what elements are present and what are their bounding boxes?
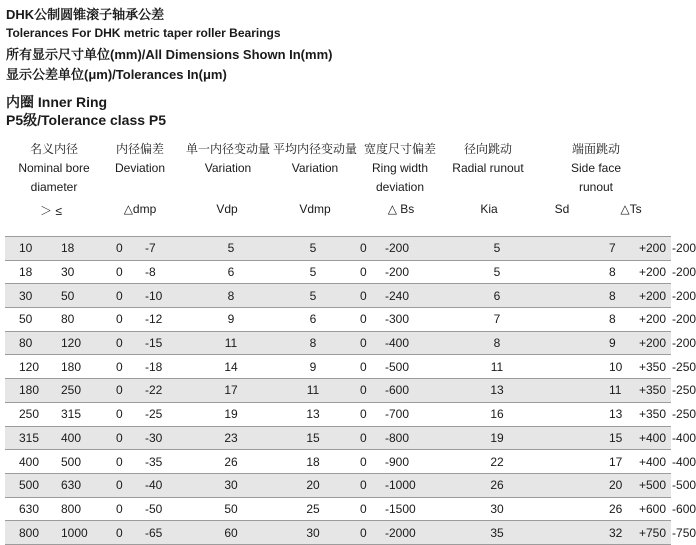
cell-bore-min: 30 (5, 284, 57, 308)
cell-sd: 7 (551, 237, 639, 261)
cell-vdmp: 18 (275, 450, 351, 474)
cell-vdp: 11 (187, 331, 275, 355)
cell-vdmp: 8 (275, 331, 351, 355)
cell-bs-lower: -400 (381, 331, 443, 355)
cell-dmp-upper: 0 (109, 521, 139, 545)
cell-bs-upper: 0 (351, 355, 381, 379)
cell-bore-max: 630 (57, 473, 109, 497)
col-head-bore: 名义内径 Nominal bore diameter (18, 142, 90, 194)
cell-vdp: 60 (187, 521, 275, 545)
cell-bore-max: 50 (57, 284, 109, 308)
cell-vdp: 14 (187, 355, 275, 379)
title-en: Tolerances For DHK metric taper roller Bearings (6, 26, 281, 40)
table-row (5, 521, 671, 545)
cell-ts-lower: -500 (672, 478, 696, 493)
cell-vdp: 6 (187, 260, 275, 284)
table-row (5, 497, 671, 521)
cell-bs-upper: 0 (351, 308, 381, 332)
cell-bs-upper: 0 (351, 450, 381, 474)
cell-vdmp: 20 (275, 473, 351, 497)
cell-ts-upper: +350 (639, 359, 667, 374)
cell-bore-max: 30 (57, 260, 109, 284)
cell-vdmp: 15 (275, 426, 351, 450)
cell-vdp: 26 (187, 450, 275, 474)
cell-bore-min: 180 (5, 379, 57, 403)
cell-dmp-lower: -10 (139, 284, 187, 308)
col-head-kia: 径向跳动 Radial runout (452, 142, 524, 175)
cell-bore-max: 800 (57, 497, 109, 521)
sym-bore: ＞ ≤ (40, 204, 62, 218)
cell-bore-min: 50 (5, 308, 57, 332)
cell-sd: 8 (551, 284, 639, 308)
cell-ts-upper: +200 (639, 265, 667, 280)
cell-ts-lower: -250 (672, 359, 696, 374)
cell-bs-upper: 0 (351, 402, 381, 426)
cell-bs-upper: 0 (351, 426, 381, 450)
cell-sd: 15 (551, 426, 639, 450)
cell-ts-lower: -200 (672, 336, 696, 351)
cell-bore-min: 120 (5, 355, 57, 379)
cell-kia: 6 (443, 284, 551, 308)
title-cn: DHK公制圆锥滚子轴承公差 (6, 7, 165, 22)
cell-bs-lower: -1500 (381, 497, 443, 521)
cell-bs-upper: 0 (351, 284, 381, 308)
cell-ts-upper: +200 (639, 336, 667, 351)
cell-ts-upper (639, 260, 696, 284)
cell-dmp-lower: -25 (139, 402, 187, 426)
cell-dmp-lower: -12 (139, 308, 187, 332)
cell-bs-lower: -600 (381, 379, 443, 403)
table-row (5, 260, 671, 284)
cell-bore-min: 80 (5, 331, 57, 355)
cell-vdmp: 11 (275, 379, 351, 403)
cell-sd: 13 (551, 402, 639, 426)
cell-vdp: 50 (187, 497, 275, 521)
cell-ts-lower: -600 (672, 501, 696, 516)
cell-ts-lower: -200 (672, 312, 696, 327)
col-head-vdp: 单一内径变动量 Variation (185, 142, 270, 175)
cell-dmp-lower: -50 (139, 497, 187, 521)
cell-ts-upper (639, 355, 696, 379)
cell-sd: 10 (551, 355, 639, 379)
sym-vdp: Vdp (216, 202, 238, 216)
cell-ts-lower: -250 (672, 407, 696, 422)
cell-sd: 11 (551, 379, 639, 403)
cell-vdp: 17 (187, 379, 275, 403)
cell-dmp-lower: -7 (139, 237, 187, 261)
cell-dmp-lower: -8 (139, 260, 187, 284)
cell-kia: 7 (443, 308, 551, 332)
cell-vdp: 9 (187, 308, 275, 332)
cell-bore-min: 800 (5, 521, 57, 545)
cell-bs-upper: 0 (351, 379, 381, 403)
cell-ts-upper: +400 (639, 454, 667, 469)
cell-bore-min: 315 (5, 426, 57, 450)
table-row (5, 237, 671, 261)
cell-ts-upper (639, 331, 696, 355)
cell-kia: 5 (443, 237, 551, 261)
cell-vdmp: 5 (275, 237, 351, 261)
cell-bs-lower: -200 (381, 237, 443, 261)
table-row (5, 402, 671, 426)
cell-ts-lower: -200 (672, 288, 696, 303)
cell-dmp-upper: 0 (109, 331, 139, 355)
cell-bs-lower: -300 (381, 308, 443, 332)
cell-ts-upper (639, 402, 696, 426)
cell-ts-upper: +400 (639, 430, 667, 445)
cell-bs-lower: -2000 (381, 521, 443, 545)
cell-bore-max: 315 (57, 402, 109, 426)
cell-kia: 16 (443, 402, 551, 426)
cell-vdmp: 9 (275, 355, 351, 379)
cell-dmp-lower: -18 (139, 355, 187, 379)
cell-dmp-lower: -15 (139, 331, 187, 355)
cell-dmp-upper: 0 (109, 260, 139, 284)
table-row (5, 473, 671, 497)
cell-bore-max: 400 (57, 426, 109, 450)
cell-kia: 26 (443, 473, 551, 497)
cell-dmp-lower: -65 (139, 521, 187, 545)
cell-ts-upper (639, 308, 696, 332)
cell-dmp-lower: -40 (139, 473, 187, 497)
table-row (5, 355, 671, 379)
cell-sd: 20 (551, 473, 639, 497)
cell-bore-min: 400 (5, 450, 57, 474)
cell-ts-upper (639, 473, 696, 497)
cell-vdp: 19 (187, 402, 275, 426)
cell-vdmp: 13 (275, 402, 351, 426)
cell-ts-upper: +200 (639, 312, 667, 327)
cell-bore-max: 250 (57, 379, 109, 403)
cell-vdmp: 30 (275, 521, 351, 545)
sym-bs: △ Bs (387, 202, 415, 216)
cell-ts-upper: +350 (639, 383, 667, 398)
cell-ts-upper (639, 497, 696, 521)
tolerance-table (5, 236, 696, 545)
cell-vdmp: 5 (275, 284, 351, 308)
cell-dmp-upper: 0 (109, 379, 139, 403)
cell-bs-lower: -240 (381, 284, 443, 308)
cell-bs-lower: -200 (381, 260, 443, 284)
dimension-unit: 所有显示尺寸单位(mm)/All Dimensions Shown In(mm) (6, 47, 333, 62)
cell-bore-min: 630 (5, 497, 57, 521)
cell-sd: 32 (551, 521, 639, 545)
cell-ts-lower: -200 (672, 265, 696, 280)
cell-kia: 30 (443, 497, 551, 521)
cell-vdmp: 6 (275, 308, 351, 332)
cell-vdp: 5 (187, 237, 275, 261)
cell-bore-max: 180 (57, 355, 109, 379)
cell-bore-min: 18 (5, 260, 57, 284)
cell-kia: 22 (443, 450, 551, 474)
sym-vdmp: Vdmp (299, 202, 331, 216)
cell-ts-upper (639, 284, 696, 308)
table-row (5, 284, 671, 308)
cell-bore-max: 18 (57, 237, 109, 261)
cell-ts-upper: +750 (639, 525, 667, 540)
cell-vdmp: 25 (275, 497, 351, 521)
cell-bs-lower: -900 (381, 450, 443, 474)
cell-sd: 9 (551, 331, 639, 355)
sym-kia: Kia (480, 202, 498, 216)
cell-vdmp: 5 (275, 260, 351, 284)
section-title: 内圈 Inner Ring (6, 94, 108, 110)
cell-bs-lower: -700 (381, 402, 443, 426)
cell-bore-max: 1000 (57, 521, 109, 545)
cell-sd: 17 (551, 450, 639, 474)
cell-dmp-upper: 0 (109, 355, 139, 379)
table-row (5, 331, 671, 355)
cell-bore-max: 120 (57, 331, 109, 355)
cell-ts-upper: +200 (639, 288, 667, 303)
cell-ts-lower: -200 (672, 241, 696, 256)
cell-ts-upper: +600 (639, 501, 667, 516)
cell-kia: 35 (443, 521, 551, 545)
sym-dmp: △dmp (123, 202, 157, 216)
cell-bore-min: 10 (5, 237, 57, 261)
cell-bs-upper: 0 (351, 260, 381, 284)
cell-vdp: 8 (187, 284, 275, 308)
sym-ts: △Ts (620, 202, 642, 216)
cell-ts-upper (639, 521, 696, 545)
cell-dmp-upper: 0 (109, 308, 139, 332)
cell-dmp-upper: 0 (109, 402, 139, 426)
cell-ts-upper (639, 379, 696, 403)
cell-ts-upper: +500 (639, 478, 667, 493)
col-head-vdmp: 平均内径变动量 Variation (272, 142, 357, 175)
cell-ts-lower: -250 (672, 383, 696, 398)
cell-bs-lower: -500 (381, 355, 443, 379)
cell-sd: 26 (551, 497, 639, 521)
cell-bs-upper: 0 (351, 473, 381, 497)
tolerance-unit: 显示公差单位(μm)/Tolerances In(μm) (6, 67, 227, 82)
cell-bs-lower: -800 (381, 426, 443, 450)
cell-kia: 8 (443, 331, 551, 355)
col-head-bs: 宽度尺寸偏差 Ring width deviation (363, 142, 436, 194)
cell-kia: 19 (443, 426, 551, 450)
col-head-dmp: 内径偏差 Deviation (114, 142, 166, 175)
cell-kia: 11 (443, 355, 551, 379)
cell-ts-lower: -400 (672, 454, 696, 469)
cell-ts-upper: +350 (639, 407, 667, 422)
table-row (5, 379, 671, 403)
cell-bs-upper: 0 (351, 521, 381, 545)
cell-sd: 8 (551, 260, 639, 284)
cell-bore-max: 500 (57, 450, 109, 474)
cell-ts-upper (639, 237, 696, 261)
cell-vdp: 30 (187, 473, 275, 497)
cell-dmp-lower: -35 (139, 450, 187, 474)
table-row (5, 308, 671, 332)
cell-dmp-upper: 0 (109, 284, 139, 308)
cell-bore-min: 500 (5, 473, 57, 497)
cell-ts-upper (639, 450, 696, 474)
cell-dmp-lower: -22 (139, 379, 187, 403)
cell-ts-upper: +200 (639, 241, 667, 256)
cell-dmp-upper: 0 (109, 426, 139, 450)
cell-ts-lower: -750 (672, 525, 696, 540)
table-row (5, 426, 671, 450)
table-row (5, 450, 671, 474)
cell-ts-upper (639, 426, 696, 450)
cell-kia: 5 (443, 260, 551, 284)
sym-sd: Sd (554, 202, 570, 216)
cell-bore-min: 250 (5, 402, 57, 426)
cell-bs-upper: 0 (351, 237, 381, 261)
cell-ts-lower: -400 (672, 430, 696, 445)
cell-vdp: 23 (187, 426, 275, 450)
col-head-sd: 端面跳动 Side face runout (570, 142, 622, 194)
cell-dmp-upper: 0 (109, 473, 139, 497)
tolerance-class: P5级/Tolerance class P5 (6, 112, 167, 128)
cell-bs-upper: 0 (351, 497, 381, 521)
cell-dmp-lower: -30 (139, 426, 187, 450)
cell-sd: 8 (551, 308, 639, 332)
cell-bs-lower: -1000 (381, 473, 443, 497)
cell-bore-max: 80 (57, 308, 109, 332)
cell-dmp-upper: 0 (109, 497, 139, 521)
cell-kia: 13 (443, 379, 551, 403)
cell-dmp-upper: 0 (109, 450, 139, 474)
cell-bs-upper: 0 (351, 331, 381, 355)
cell-dmp-upper: 0 (109, 237, 139, 261)
